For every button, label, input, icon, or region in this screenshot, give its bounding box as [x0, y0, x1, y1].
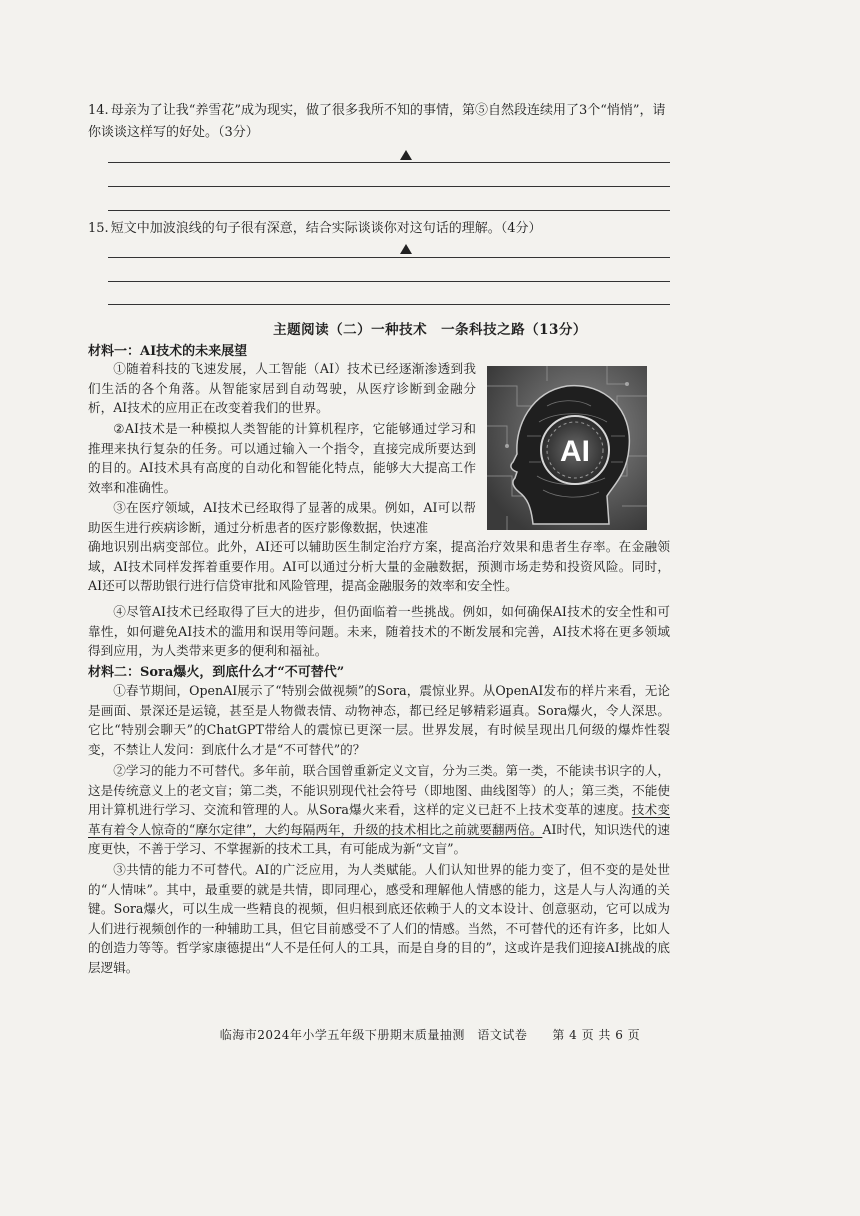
material-2-title: 材料二：Sora爆火，到底什么才“不可替代”	[88, 665, 345, 680]
answer-marker-icon	[400, 150, 412, 160]
material-1-paragraph-3a: ③在医疗领域，AI技术已经取得了显著的成果。例如，AI可以帮助医生进行疾病诊断，通过分析患者的医疗影像数据，快速准	[88, 500, 476, 535]
question-15-text: 短文中加波浪线的句子很有深意，结合实际谈谈你对这句话的理解。（4分）	[110, 221, 542, 236]
question-15-number: 15.	[88, 221, 109, 236]
answer-marker-icon	[400, 244, 412, 254]
answer-line[interactable]	[108, 162, 670, 163]
material-2-paragraph-3: ③共情的能力不可替代。AI的广泛应用，为人类赋能。人们认知世界的能力变了，但不变的是处世的“人情味”。其中，最重要的就是共情，即同理心，感受和理解他人情感的能力，这是人与人沟通的关键。Sora爆火，可以生成一些精良的视频，但归根到底还依赖于人的文本设计、创意驱动，它可以成为人们进行视频创作的一种辅助工具，但它目前感受不了人们的情感。当然，不可替代的还有许多，比如人的创造力等等。哲学家康德提出“人不是任何人的工具，而是自身的目的”，这或许是我们迎接AI挑战的底层逻辑。	[88, 862, 670, 975]
page-footer: 临海市2024年小学五年级下册期末质量抽测 语文试卷 第 4 页 共 6 页	[219, 1028, 641, 1042]
ai-image-label: AI	[560, 435, 590, 468]
material-1-paragraph-2: ②AI技术是一种模拟人类智能的计算机程序，它能够通过学习和推理来执行复杂的任务。可以通过输入一个指令，直接完成所要达到的目的。AI技术具有高度的自动化和智能化特点，能够大大提高工作效率和准确性。	[88, 421, 476, 495]
material-1-paragraph-1: ①随着科技的飞速发展，人工智能（AI）技术已经逐渐渗透到我们生活的各个角落。从智能家居到自动驾驶，从医疗诊断到金融分析，AI技术的应用正在改变着我们的世界。	[88, 361, 476, 416]
question-14	[88, 100, 678, 144]
wavy-underlined-sentence: 技术变革有着令人惊奇的“摩尔定律”，大约每隔两年，升级的技术相比之前就要翻两倍。	[88, 802, 670, 837]
ai-head-image	[487, 366, 647, 530]
answer-line[interactable]	[108, 257, 670, 258]
material-2-paragraph-1: ①春节期间，OpenAI展示了“特别会做视频”的Sora，震惊业界。从OpenAI发布的样片来看，无论是画面、景深还是运镜，甚至是人物微表情、动物神态，都已经足够精彩逼真。Sora爆火，令人深思。它比“特别会聊天”的ChatGPT带给人的震惊已更深一层。世界发展，有时候呈现出几何级的爆炸性裂变，不禁让人发问：到底什么才是“不可替代”的？	[88, 683, 670, 757]
question-14-number: 14.	[88, 103, 109, 118]
section-title: 主题阅读（二）一种技术 一条科技之路（13分）	[273, 322, 587, 338]
material-1-paragraph-3b: 确地识别出病变部位。此外，AI还可以辅助医生制定治疗方案，提高治疗效果和患者生存率。在金融领域，AI技术同样发挥着重要作用。AI可以通过分析大量的金融数据，预测市场走势和投资风险。同时，AI还可以帮助银行进行信贷审批和风险管理，提高金融服务的效率和安全性。	[88, 539, 670, 594]
answer-line[interactable]	[108, 281, 670, 282]
material-1-title: 材料一：AI技术的未来展望	[88, 344, 248, 359]
answer-line[interactable]	[108, 210, 670, 211]
question-14-text: 母亲为了让我“养雪花”成为现实，做了很多我所不知的事情，第⑤自然段连续用了3个“悄悄”，请你谈谈这样写的好处。（3分）	[88, 103, 666, 140]
material-2-paragraph-2	[88, 761, 670, 859]
question-15	[88, 218, 678, 240]
material-2-paragraph-2-end: AI时代，知识迭代的速度更快，不善于学习、不掌握新的技术工具，有可能成为新“文盲”。	[88, 821, 670, 857]
answer-line[interactable]	[108, 186, 670, 187]
material-1-paragraph-4: ④尽管AI技术已经取得了巨大的进步，但仍面临着一些挑战。例如，如何确保AI技术的安全性和可靠性，如何避免AI技术的滥用和误用等问题。未来，随着技术的不断发展和完善，AI技术将在更多领域得到应用，为人类带来更多的便利和福祉。	[88, 604, 670, 659]
material-2-paragraph-2-text: ②学习的能力不可替代。多年前，联合国曾重新定义文盲，分为三类。第一类，不能读书识字的人，这是传统意义上的老文盲；第二类，不能识别现代社会符号（即地图、曲线图等）的人；第三类，不能使用计算机进行学习、交流和管理的人。从Sora爆火来看，这样的定义已赶不上技术变革的速度。	[88, 763, 670, 818]
answer-line[interactable]	[108, 304, 670, 305]
